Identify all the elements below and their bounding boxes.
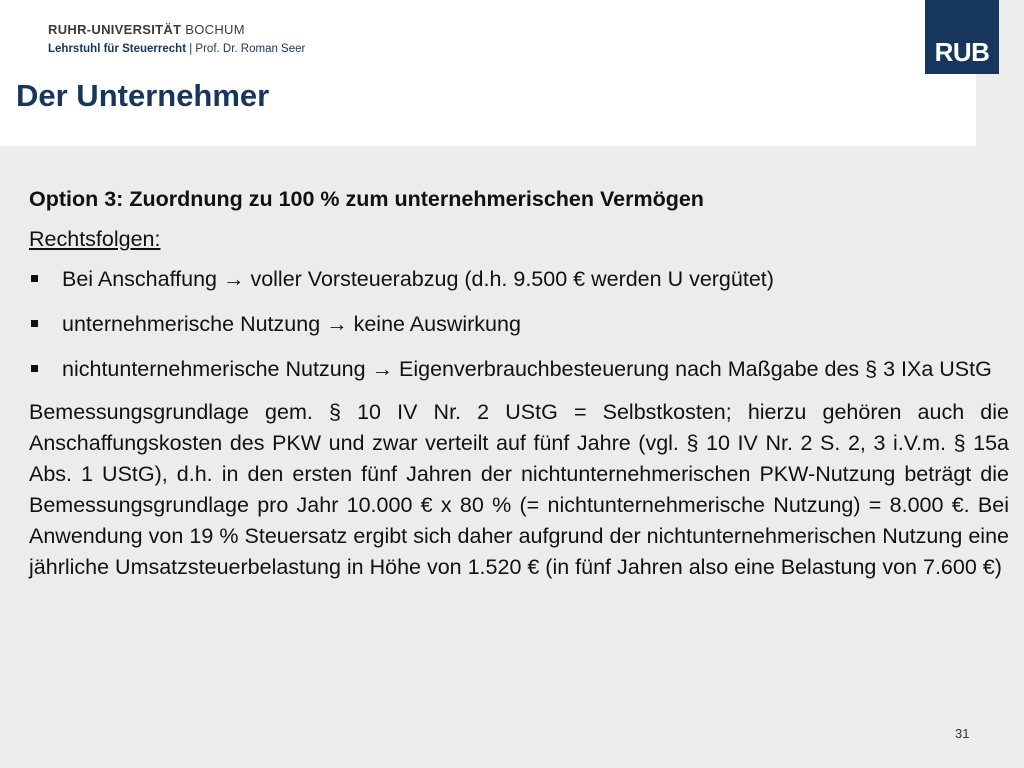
rechtsfolgen-label: Rechtsfolgen: bbox=[29, 227, 161, 251]
bullet-item bbox=[29, 354, 1009, 385]
university-name bbox=[48, 22, 245, 37]
option-heading: Option 3: Zuordnung zu 100 % zum unternehmerischen Vermögen bbox=[29, 187, 704, 211]
body-paragraph: Bemessungsgrundlage gem. § 10 IV Nr. 2 UStG = Selbstkosten; hierzu gehören auch die Anschaffungskosten des PKW und zwar verteilt auf fünf Jahre (vgl. § 10 IV Nr. 2 S. 2, 3 i.V.m. § 15a Abs. 1 UStG), d.h. in den ersten fünf Jahren der nichtunternehmerischen PKW-Nutzung beträgt die Bemessungsgrundlage pro Jahr 10.000 € x 80 % (= nichtunternehmerische Nutzung) = 8.000 €. Bei Anwendung von 19 % Steuersatz ergibt sich daher aufgrund der nichtunternehmerischen Nutzung eine jährliche Umsatzsteuerbelastung in Höhe von 1.520 € (in fünf Jahren also eine Belastung von 7.600 €) bbox=[29, 400, 1009, 579]
slide-content bbox=[29, 184, 1009, 583]
rub-logo-text: RUB bbox=[934, 37, 990, 67]
bullet-item bbox=[29, 309, 1009, 340]
square-bullet-icon bbox=[31, 320, 38, 327]
slide-header bbox=[0, 0, 976, 146]
bullet-text: unternehmerische Nutzung → keine Auswirkung bbox=[62, 312, 521, 336]
bullet-text: Bei Anschaffung → voller Vorsteuerabzug (d.h. 9.500 € werden U vergütet) bbox=[62, 267, 774, 291]
page-number: 31 bbox=[955, 726, 970, 741]
bullet-list bbox=[29, 264, 1009, 385]
page-title: Der Unternehmer bbox=[16, 78, 270, 113]
square-bullet-icon bbox=[31, 365, 38, 372]
university-name-bold: RUHR-UNIVERSITÄT bbox=[48, 22, 182, 37]
bullet-text: nichtunternehmerische Nutzung → Eigenverbrauchbesteuerung nach Maßgabe des § 3 IXa UStG bbox=[62, 357, 992, 381]
chair-professor: | Prof. Dr. Roman Seer bbox=[189, 43, 306, 55]
university-name-rest: BOCHUM bbox=[185, 22, 245, 37]
chair-line bbox=[48, 43, 305, 55]
bullet-item bbox=[29, 264, 1009, 295]
chair-name: Lehrstuhl für Steuerrecht bbox=[48, 43, 187, 55]
square-bullet-icon bbox=[31, 275, 38, 282]
rub-logo bbox=[925, 0, 999, 74]
